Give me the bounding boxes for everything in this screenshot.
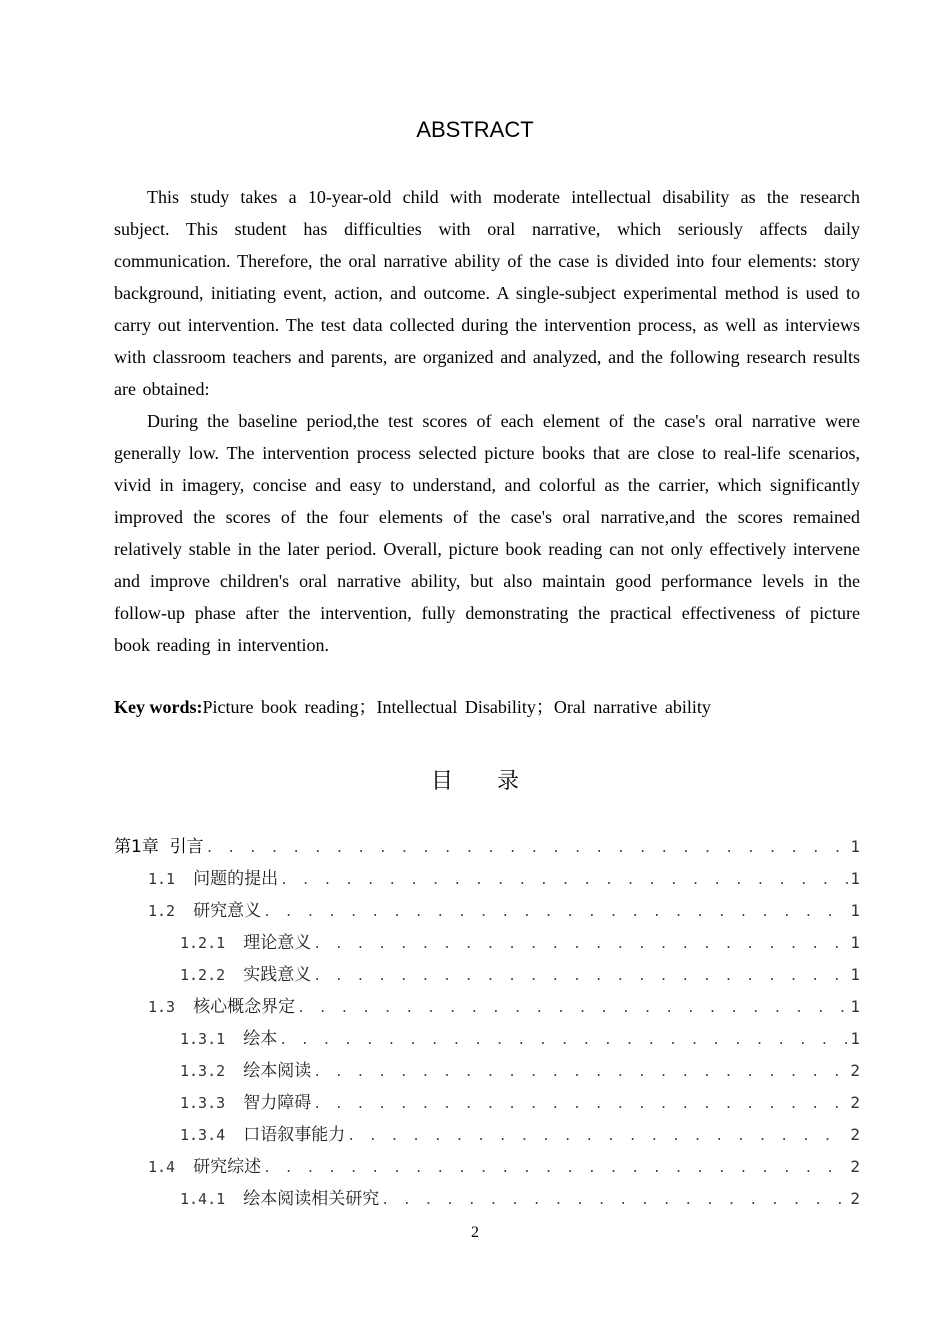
toc-entry-page: 1 [850, 869, 860, 888]
toc-entry-title: 引言 [169, 837, 204, 857]
toc-entry-number: 1.3.3 [180, 1094, 244, 1112]
toc-entry[interactable] [114, 1087, 860, 1119]
toc-entry-title: 实践意义 [243, 965, 312, 985]
toc-entry-number: 1.3.1 [180, 1030, 244, 1048]
toc-leader-dots [313, 1057, 848, 1089]
toc-leader-dots [381, 1185, 848, 1217]
toc-entry[interactable] [114, 1023, 860, 1055]
toc-entry-page: 1 [850, 997, 860, 1016]
toc-entry[interactable] [114, 1119, 860, 1151]
toc-entry-number: 1.3 [148, 998, 194, 1016]
toc-entry-page: 1 [850, 837, 860, 856]
toc-entry-title: 问题的提出 [193, 869, 279, 889]
toc-leader-dots [206, 833, 849, 865]
toc-entry[interactable] [114, 1183, 860, 1215]
toc-entry-number: 1.2.1 [180, 934, 244, 952]
toc-entry-number: 1.4.1 [180, 1190, 244, 1208]
toc-entry-page: 2 [850, 1093, 860, 1112]
toc-entry-page: 2 [850, 1125, 860, 1144]
toc-entry-title: 口语叙事能力 [243, 1125, 346, 1145]
toc-entry[interactable] [114, 863, 860, 895]
toc-leader-dots [280, 865, 848, 897]
toc-entry-number: 1.3.4 [180, 1126, 244, 1144]
toc-entry-title: 研究综述 [193, 1157, 262, 1177]
toc-leader-dots [313, 1089, 848, 1121]
keywords-text: Picture book reading；Intellectual Disability；Oral narrative ability [202, 697, 711, 717]
toc-title-char-1: 目 [430, 769, 453, 794]
page-number: 2 [471, 1224, 479, 1241]
toc-entry[interactable] [114, 959, 860, 991]
abstract-paragraph-2: During the baseline period,the test scores of each element of the case's oral narrative were generally low. The intervention process selected picture books that are close to real-life scenarios, vivid in imagery, concise and easy to understand, and colorful as the carrier, which significantly improved the scores of the four elements of the case's oral narrative,and the scores remained relatively stable in the later period. Overall, picture book reading can not only effectively intervene and improve children's oral narrative ability, but also maintain good performance levels in the follow-up phase after the intervention, fully demonstrating the practical effectiveness of picture book reading in intervention. [114, 411, 860, 655]
toc-entry-title: 绘本阅读 [243, 1061, 312, 1081]
toc-entry-number: 1.4 [148, 1158, 194, 1176]
toc-entry-page: 1 [850, 901, 860, 920]
toc-entry-title: 研究意义 [193, 901, 262, 921]
toc-title-char-2: 录 [497, 769, 520, 794]
toc-entry-number: 1.1 [148, 870, 194, 888]
toc-entry[interactable] [114, 991, 860, 1023]
toc-leader-dots [313, 929, 848, 961]
toc-entry-page: 2 [850, 1189, 860, 1208]
toc-entry-number: 1.2 [148, 902, 194, 920]
toc-leader-dots [263, 897, 848, 929]
toc-entry-page: 2 [850, 1157, 860, 1176]
toc-leader-dots [347, 1121, 848, 1153]
table-of-contents [114, 831, 860, 1215]
toc-entry[interactable] [114, 831, 860, 863]
abstract-body [114, 181, 860, 661]
abstract-title: ABSTRACT [416, 117, 534, 142]
keywords-label: Key words: [114, 697, 203, 717]
toc-entry-page: 1 [850, 933, 860, 952]
keywords-line [114, 691, 860, 723]
toc-entry-number: 1.3.2 [180, 1062, 244, 1080]
toc-entry-number: 第1章 [114, 837, 170, 857]
toc-entry-title: 绘本阅读相关研究 [243, 1189, 380, 1209]
toc-entry-title: 绘本 [243, 1029, 278, 1049]
toc-leader-dots [313, 961, 848, 993]
toc-entry-page: 2 [850, 1061, 860, 1080]
toc-entry-page: 1 [850, 1029, 860, 1048]
abstract-paragraph-1: This study takes a 10-year-old child with moderate intellectual disability as the research subject. This student has difficulties with oral narrative, which seriously affects daily communication. Therefore, the oral narrative ability of the case is divided into four elements: story background, initiating event, action, and outcome. A single-subject experimental method is used to carry out intervention. The test data collected during the intervention process, as well as interviews with classroom teachers and parents, are organized and analyzed, and the following research results are obtained: [114, 187, 860, 399]
toc-entry-title: 核心概念界定 [193, 997, 296, 1017]
toc-leader-dots [279, 1025, 848, 1057]
toc-entry[interactable] [114, 1055, 860, 1087]
toc-entry-number: 1.2.2 [180, 966, 244, 984]
toc-entry-title: 理论意义 [243, 933, 312, 953]
toc-entry-title: 智力障碍 [243, 1093, 312, 1113]
toc-title [0, 764, 950, 795]
toc-entry[interactable] [114, 1151, 860, 1183]
toc-leader-dots [297, 993, 848, 1025]
toc-leader-dots [263, 1153, 848, 1185]
toc-entry[interactable] [114, 895, 860, 927]
toc-entry-page: 1 [850, 965, 860, 984]
toc-entry[interactable] [114, 927, 860, 959]
